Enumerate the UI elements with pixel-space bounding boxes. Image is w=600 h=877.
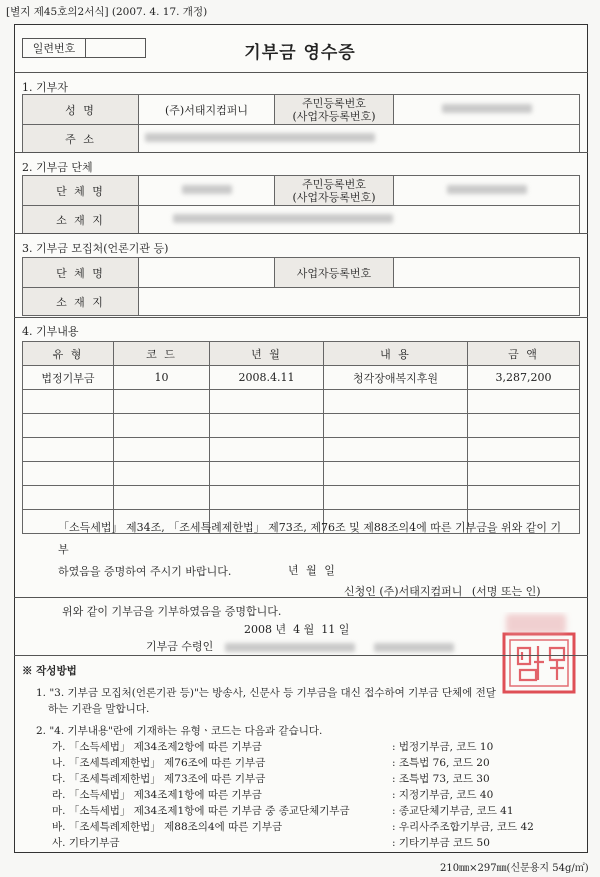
code-row-right: : 조특법 76, 코드 20 [392,757,490,769]
donation-detail-table [22,341,580,534]
donor-id-label [275,95,394,125]
redacted-recipient [225,643,355,652]
row-type: 법정기부금 [23,366,114,390]
col-amount: 금 액 [468,342,580,366]
code-row-left: 라. 「소득세법」 제34조제1항에 따른 기부금 [52,789,262,801]
organization-table [22,175,580,234]
donor-address-value [139,125,580,153]
donor-id-label-line1: 주민등록번호 [302,96,366,110]
empty-cell [23,486,114,510]
certificate-text: 위와 같이 기부금을 기부하였음을 증명합니다. [62,605,282,618]
applicant-name: (주)서태지컴퍼니 [379,585,463,598]
empty-cell [324,486,468,510]
donor-name-label: 성 명 [23,95,139,125]
donor-name-value: (주)서태지컴퍼니 [139,95,275,125]
org-id-value [394,176,580,206]
org-id-label [275,176,394,206]
section4-heading: 4. 기부내용 [22,325,79,338]
empty-cell [468,438,580,462]
code-row-right: : 법정기부금, 코드 10 [392,741,494,753]
code-row-right: : 조특법 73, 코드 30 [392,773,490,785]
divider [14,597,588,598]
empty-cell [23,390,114,414]
row-code: 10 [114,366,210,390]
empty-cell [468,486,580,510]
empty-cell [114,438,210,462]
code-row-left: 나. 「조세특례제한법」 제76조에 따른 기부금 [52,757,266,769]
empty-cell [210,462,324,486]
table-row [23,462,580,486]
code-row-left: 가. 「소득세법」 제34조제2항에 따른 기부금 [52,741,262,753]
redacted-recipient-2 [374,643,454,652]
sign-note: (서명 또는 인) [471,585,541,598]
col-type: 유 형 [23,342,114,366]
donor-table [22,94,580,153]
code-row-left: 다. 「조세특례제한법」 제73조에 따른 기부금 [52,773,266,785]
redacted-org-location [173,214,393,223]
guide-heading: ※ 작성방법 [22,665,77,677]
col-date: 년 월 [210,342,324,366]
empty-cell [23,414,114,438]
empty-cell [114,462,210,486]
empty-cell [23,438,114,462]
empty-cell [114,390,210,414]
empty-cell [468,414,580,438]
empty-cell [114,486,210,510]
code-row-left: 바. 「조세특례제한법」 제88조의4에 따른 기부금 [52,821,283,833]
empty-cell [210,390,324,414]
certificate-date: 2008 년 4 월 11 일 [244,623,350,636]
col-content: 내 용 [324,342,468,366]
empty-cell [324,414,468,438]
page-title: 기부금 영수증 [244,43,356,63]
code-row-left: 사. 기타기부금 [52,837,120,849]
form-header: [별지 제45호의2서식] (2007. 4. 17. 개정) [6,6,208,18]
empty-cell [210,438,324,462]
divider [14,72,588,73]
table-row [23,438,580,462]
guide-item2-heading: 2. "4. 기부내용"란에 기재하는 유형ㆍ코드는 다음과 같습니다. [36,725,323,737]
col-code: 코 드 [114,342,210,366]
recipient-line [146,638,454,654]
table-row [23,366,580,390]
redacted-address [145,133,375,142]
section1-heading: 1. 기부자 [22,81,68,94]
org-id-label-line2: (사업자등록번호) [292,190,376,204]
redacted-id [442,104,532,113]
empty-cell [324,438,468,462]
row-content: 청각장애복지후원 [324,366,468,390]
collector-table [22,257,580,316]
row-amount: 3,287,200 [468,366,580,390]
code-row-left: 마. 「소득세법」 제34조제1항에 따른 기부금 중 종교단체기부금 [52,805,350,817]
empty-cell [468,390,580,414]
collector-bizno-label: 사업자등록번호 [275,258,394,288]
empty-cell [324,462,468,486]
org-name-value [139,176,275,206]
divider [14,655,588,656]
table-row [23,486,580,510]
guide-item1-line2: 하는 기관을 말합니다. [48,703,150,715]
donor-id-label-line2: (사업자등록번호) [292,109,376,123]
donor-id-value [394,95,580,125]
divider [14,152,588,153]
collector-name-value [139,258,275,288]
statement-date: 년 월 일 [288,564,337,577]
collector-location-value [139,288,580,316]
empty-cell [210,414,324,438]
code-row-right: : 기타기부금 코드 50 [392,837,490,849]
org-id-label-line1: 주민등록번호 [302,177,366,191]
empty-cell [114,414,210,438]
table-row [23,414,580,438]
org-location-label: 소 재 지 [23,206,139,234]
section2-heading: 2. 기부금 단체 [22,161,93,174]
section3-heading: 3. 기부금 모집처(언론기관 등) [22,242,169,255]
empty-cell [210,486,324,510]
divider [14,233,588,234]
org-name-label: 단 체 명 [23,176,139,206]
applicant-label: 신청인 [344,585,376,598]
collector-bizno-value [394,258,580,288]
serial-number-label: 일련번호 [23,39,86,57]
code-row-right: : 지정기부금, 코드 40 [392,789,494,801]
recipient-label: 기부금 수령인 [146,640,214,653]
collector-name-label: 단 체 명 [23,258,139,288]
table-row [23,390,580,414]
code-row-right: : 종교단체기부금, 코드 41 [392,805,514,817]
code-row-right: : 우리사주조합기부금, 코드 42 [392,821,534,833]
empty-cell [468,462,580,486]
statement-line2: 하였음을 증명하여 주시기 바랍니다. [58,565,232,578]
empty-cell [23,462,114,486]
redacted-org-name [182,185,232,194]
paper-size-footer: 210㎜×297㎜(신문용지 54g/㎡) [440,863,589,874]
collector-location-label: 소 재 지 [23,288,139,316]
donor-address-label: 주 소 [23,125,139,153]
statement-line1: 「소득세법」 제34조, 「조세특례제한법」 제73조, 제76조 및 제88조의4에 따른 기부금을 위와 같이 기부 [58,521,562,556]
empty-cell [324,390,468,414]
row-date: 2008.4.11 [210,366,324,390]
redacted-org-id [447,185,527,194]
guide-item1-line1: 1. "3. 기부금 모집처(언론기관 등)"는 방송사, 신문사 등 기부금을 대신 접수하여 기부금 단체에 전달 [36,687,496,699]
org-location-value [139,206,580,234]
divider [14,317,588,318]
